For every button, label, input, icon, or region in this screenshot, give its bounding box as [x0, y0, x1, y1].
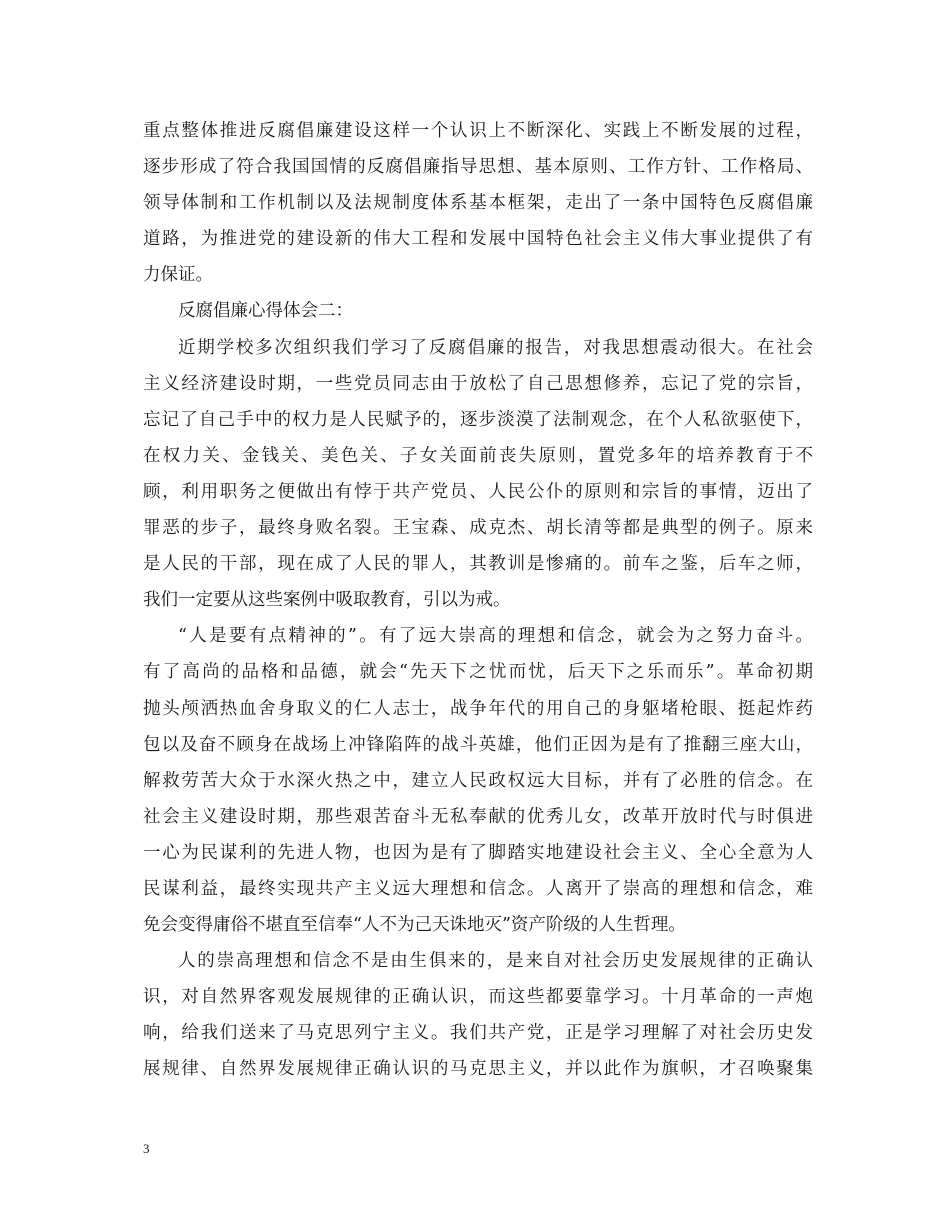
text-line: 免会变得庸俗不堪直至信奉“人不为己天诛地灭”资产阶级的人生哲理。: [143, 915, 686, 936]
text-line: 罪恶的步子，最终身败名裂。王宝森、成克杰、胡长清等都是典型的例子。原来: [143, 518, 813, 539]
paragraph: [143, 618, 813, 943]
text-line: 重点整体推进反腐倡廉建设这样一个认识上不断深化、实践上不断发展的过程，: [143, 121, 813, 141]
document-body: [143, 113, 813, 1088]
text-line: 人的崇高理想和信念不是由生俱来的，是来自对社会历史发展规律的正确认: [178, 951, 813, 972]
paragraph: [143, 943, 813, 1087]
text-line: 社会主义建设时期，那些艰苦奋斗无私奉献的优秀儿女，改革开放时代与时俱进: [143, 806, 813, 827]
text-line: 在权力关、金钱关、美色关、子女关面前丧失原则，置党多年的培养教育于不: [143, 445, 813, 466]
text-line: 逐步形成了符合我国国情的反腐倡廉指导思想、基本原则、工作方针、工作格局、: [143, 157, 813, 178]
text-line: 一心为民谋利的先进人物，也因为是有了脚踏实地建设社会主义、全心全意为人: [143, 842, 813, 863]
text-line: 包以及奋不顾身在战场上冲锋陷阵的战斗英雄，他们正因为是有了推翻三座大山，: [143, 734, 813, 755]
text-line: 是人民的干部，现在成了人民的罪人，其教训是惨痛的。前车之鉴，后车之师，: [143, 554, 813, 575]
text-line: 领导体制和工作机制以及法规制度体系基本框架，走出了一条中国特色反腐倡廉: [143, 193, 813, 214]
text-line: 识，对自然界客观发展规律的正确认识，而这些都要靠学习。十月革命的一声炮: [143, 987, 813, 1008]
text-line: 近期学校多次组织我们学习了反腐倡廉的报告，对我思想震动很大。在社会: [178, 337, 813, 358]
paragraph: [143, 330, 813, 619]
text-line: 有了高尚的品格和品德，就会“先天下之忧而忧，后天下之乐而乐”。革命初期: [143, 662, 813, 683]
text-line: 民谋利益，最终实现共产主义远大理想和信念。人离开了崇高的理想和信念，难: [143, 878, 813, 899]
text-line: 顾，利用职务之便做出有悖于共产党员、人民公仆的原则和宗旨的事情，迈出了: [143, 481, 813, 502]
text-line: 道路，为推进党的建设新的伟大工程和发展中国特色社会主义伟大事业提供了有: [143, 229, 813, 250]
section-heading: [143, 293, 813, 329]
page-number: 3: [143, 1141, 150, 1156]
text-line: 忘记了自己手中的权力是人民赋予的，逐步淡漠了法制观念，在个人私欲驱使下，: [143, 409, 813, 430]
text-line: 反腐倡廉心得体会二：: [178, 301, 353, 322]
text-line: “人是要有点精神的”。有了远大崇高的理想和信念，就会为之努力奋斗。: [178, 626, 813, 647]
text-line: 我们一定要从这些案例中吸取教育，引以为戒。: [143, 590, 511, 611]
text-line: 展规律、自然界发展规律正确认识的马克思主义，并以此作为旗帜，才召唤聚集: [143, 1059, 813, 1080]
text-line: 解救劳苦大众于水深火热之中，建立人民政权远大目标，并有了必胜的信念。在: [143, 770, 813, 791]
text-line: 响，给我们送来了马克思列宁主义。我们共产党，正是学习理解了对社会历史发: [143, 1023, 813, 1044]
text-line: 力保证。: [143, 265, 213, 286]
text-line: 抛头颅洒热血舍身取义的仁人志士，战争年代的用自己的身躯堵枪眼、挺起炸药: [143, 698, 813, 719]
paragraph: [143, 113, 813, 293]
text-line: 主义经济建设时期，一些党员同志由于放松了自己思想修养，忘记了党的宗旨，: [143, 373, 813, 394]
